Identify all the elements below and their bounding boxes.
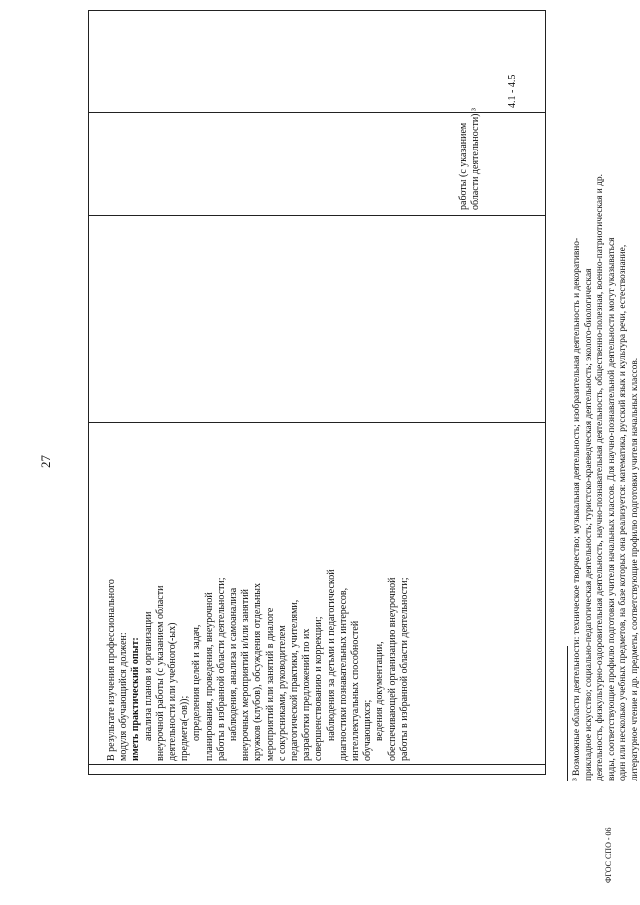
page-number: 27 <box>38 455 53 468</box>
footnote <box>572 11 640 781</box>
document-code: ФГОС СПО - 06 <box>604 827 613 883</box>
practical-experience-line: внеурочных мероприятий и/или занятий <box>240 589 252 761</box>
practical-experience-cell <box>106 434 411 761</box>
practical-experience-line: интеллектуальных способностей <box>350 620 362 761</box>
practical-experience-line: В результате изучения профессионального <box>106 579 117 761</box>
work-area-line: области деятельности) ³ <box>470 107 482 210</box>
practical-experience-line: предмета(-ов)); <box>179 695 191 761</box>
footnote-line: ³ Возможные области деятельности: техническое творчество; музыкальная деятельность; изобразительная деятельность и декоративно- <box>572 237 582 781</box>
table-column-divider <box>88 764 546 765</box>
table-column-divider <box>88 215 546 216</box>
practical-experience-line: диагностики познавательных интересов, <box>337 587 349 761</box>
practical-experience-line: кружков (клубов), обсуждения отдельных <box>252 582 264 761</box>
practical-experience-line: наблюдения за детьми и педагогической <box>325 569 337 741</box>
table-column-divider <box>88 422 546 423</box>
practical-experience-line: с сокурсниками, руководителем <box>276 625 288 761</box>
practical-experience-line: разработки предложений по их <box>301 628 313 761</box>
practical-experience-line: работы в избранной области деятельности; <box>215 577 227 761</box>
practical-experience-line: совершенствованию и коррекции; <box>313 616 325 761</box>
footnote-line: литературное чтение и др. предметы, соответствующие профилю подготовки учителя начальных классов. <box>629 357 640 781</box>
practical-experience-line: наблюдения, анализа и самоанализа <box>228 587 240 741</box>
practical-experience-line: модуля обучающийся должен: <box>118 632 130 761</box>
practical-experience-line: планирования, проведения, внеурочной <box>203 592 215 761</box>
footnote-line: виды, соответствующие профилю подготовки учителя начальных классов. Для научно-познавательной деятельности могут указываться <box>606 237 617 781</box>
practical-experience-line: педагогической практики, учителями, <box>289 599 301 761</box>
practical-experience-line: ведения документации, <box>374 641 386 741</box>
practical-experience-line: обеспечивающей организацию внеурочной <box>386 577 398 761</box>
practical-experience-line: деятельности или учебного(-ых) <box>167 622 179 761</box>
practical-experience-line: определения целей и задач, <box>191 624 203 741</box>
footnote-line: прикладное искусство; социально-педагогическая деятельность; туристско-краеведческая деятельность; эколого-биологическая <box>583 268 594 781</box>
work-area-line: работы (с указанием <box>458 122 469 210</box>
competencies-cell: 4.1 - 4.5 <box>507 74 518 108</box>
footnote-line: один или несколько учебных предметов, на базе которых она реализуется: математика, русский язык и культура речи, естествознание, <box>618 244 629 781</box>
footnote-line: деятельность, физкультурно-оздоровительная деятельность, научно-познавательная деятельность, общественно-полезная, военно-патриотическая и др. <box>595 174 606 781</box>
practical-experience-line: внеурочной работы (с указанием области <box>154 585 166 761</box>
practical-experience-line: анализа планов и организации <box>142 611 154 741</box>
practical-experience-line: иметь практический опыт: <box>130 637 142 761</box>
work-area-cell <box>458 90 482 210</box>
footnote-rule <box>567 646 568 781</box>
practical-experience-line: работы в избранной области деятельности; <box>398 577 410 761</box>
practical-experience-line: обучающихся; <box>362 699 374 761</box>
practical-experience-line: мероприятий или занятий в диалоге <box>264 607 276 761</box>
